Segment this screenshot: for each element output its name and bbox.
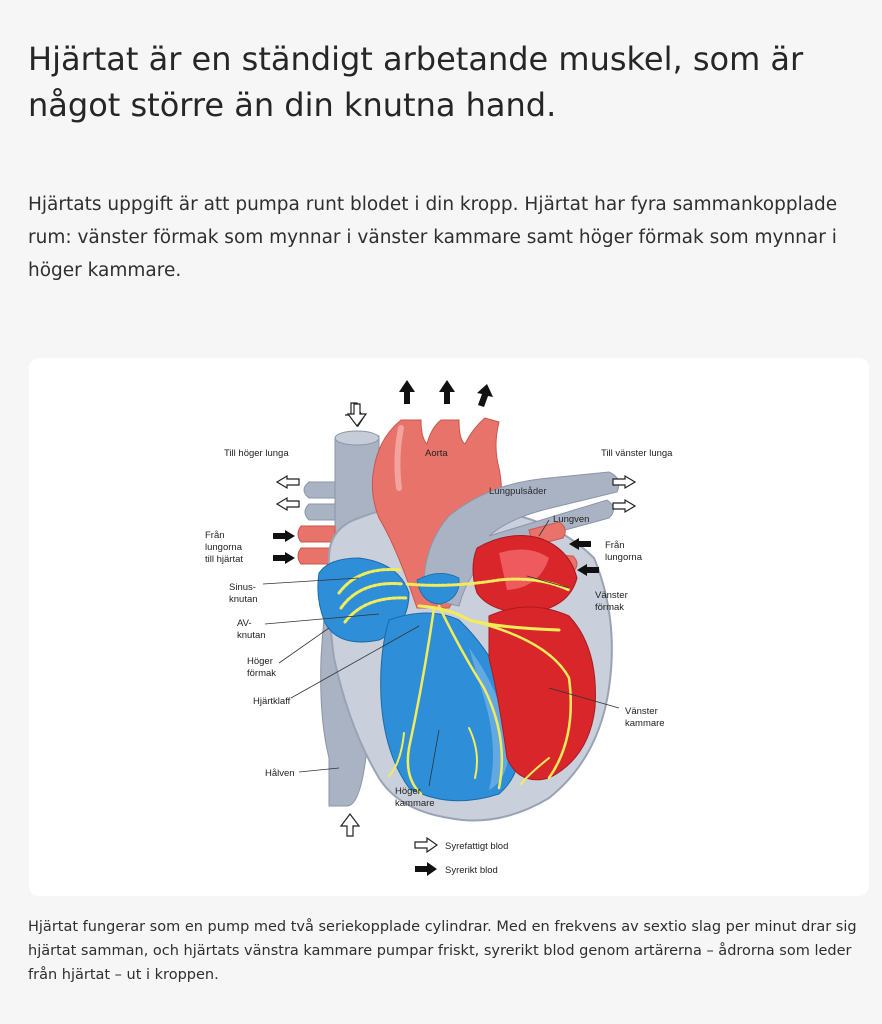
aorta-outflow-arrows [399,380,493,407]
heart-diagram [29,358,869,896]
label-hoger-formak-1: Höger [247,656,273,667]
label-hoger-kammare-2: kammare [395,798,435,809]
label-fran-lungorna-2: lungorna [205,542,242,553]
label-hoger-kammare-1: Höger [395,786,421,797]
figure-caption: Hjärtat fungerar som en pump med två seriekopplade cylindrar. Med en frekvens av sextio slag per minut drar sig hjärtat samman, och hjärtats vänstra kammare pumpar friskt, syrerikt blod genom artärerna – ådrorna som leder från hjärtat – ut i kroppen. [28,919,857,983]
vena-cava-opening [335,431,379,445]
diagram-legend [415,838,508,876]
legend-black-arrow-icon [415,862,437,876]
article-intro: Hjärtats uppgift är att pumpa runt blodet i din kropp. Hjärtat har fyra sammankopplade rum: vänster förmak som mynnar i vänster kammare samt höger förmak som mynnar i höger kammare. [28,194,838,281]
label-hoger-formak-2: förmak [247,668,277,679]
label-sinusknutan-1: Sinus- [229,582,256,593]
legend-deoxygenated: Syrefattigt blod [445,841,509,852]
label-vanster-kammare-1: Vänster [625,706,658,717]
to-right-lung-arrows [277,476,299,510]
label-fran-lungorna-right-2: lungorna [605,552,642,563]
label-sinusknutan-2: knutan [229,594,258,605]
label-vanster-kammare-2: kammare [625,718,665,729]
label-vanster-formak-2: förmak [595,602,625,613]
label-till-hoger-lunga: Till höger lunga [224,448,289,459]
label-fran-lungorna-1: Från [205,530,225,541]
label-av-knutan-2: knutan [237,630,266,641]
label-hjartklaff: Hjärtklaff [253,696,291,707]
from-lungs-to-heart-arrows [273,530,295,564]
right-pulmonary-artery [304,482,335,520]
label-fran-lungorna-3: till hjärtat [205,554,244,565]
aorta-highlight [397,428,401,488]
label-lungpulsader: Lungpulsåder [489,486,547,497]
label-vanster-formak-1: Vänster [595,590,628,601]
label-lungven: Lungven [553,514,590,525]
article-headline: Hjärtat är en ständigt arbetande muskel, som är något större än din knutna hand. [28,40,804,124]
to-left-lung-arrows [613,476,635,512]
legend-oxygenated: Syrerikt blod [445,865,498,876]
heart-diagram-card [29,358,869,896]
label-av-knutan-1: AV- [237,618,252,629]
label-till-vanster-lunga: Till vänster lunga [601,448,673,459]
label-aorta: Aorta [425,448,448,459]
vena-cava-inflow-arrow-bottom [341,814,359,836]
label-halven: Hålven [265,768,295,779]
legend-white-arrow-icon [415,838,437,852]
label-fran-lungorna-right-1: Från [605,540,625,551]
